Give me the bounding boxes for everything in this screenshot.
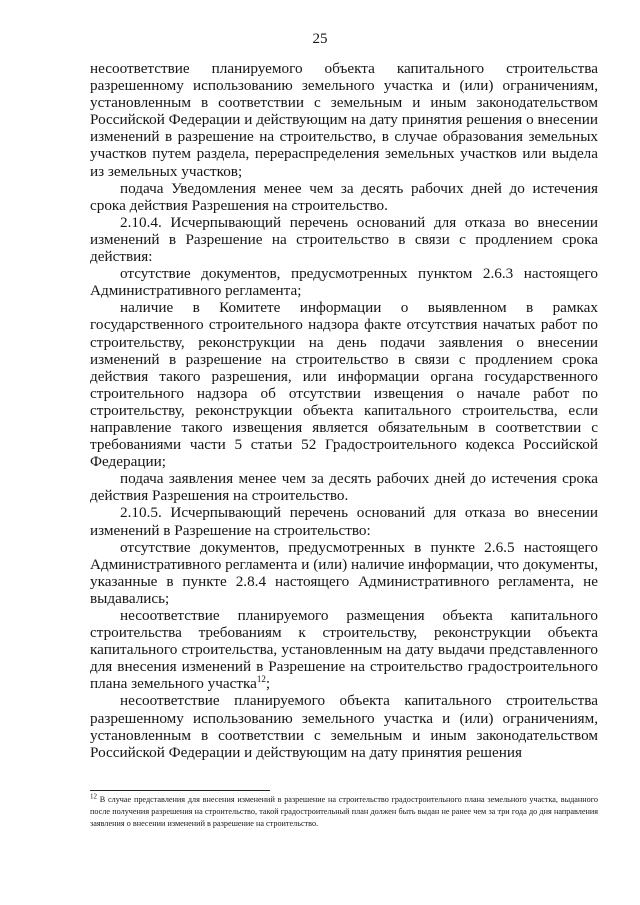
- paragraph: несоответствие планируемого объекта капитального строительства разрешенному использованию земельного участка и (или) ограничениям, установленным в соответствии с земельным и иным законодательством Российской Федерации и действующим на дату принятия решения: [90, 692, 598, 761]
- paragraph-text: несоответствие планируемого размещения объекта капитального строительства требованиям к строительству, реконструкции объекта капитального строительства, установленным на дату выдачи представленного для внесения изменений в Разрешение на строительство градостроительного плана земельного участка: [90, 607, 598, 693]
- section-2-10-5: 2.10.5. Исчерпывающий перечень оснований для отказа во внесении изменений в Разрешение на строительство:: [90, 504, 598, 539]
- paragraph: отсутствие документов, предусмотренных пунктом 2.6.3 настоящего Административного регламента;: [90, 265, 598, 300]
- paragraph: подача Уведомления менее чем за десять рабочих дней до истечения срока действия Разрешения на строительство.: [90, 179, 598, 214]
- footnote-text: В случае представления для внесения изменений в разрешение на строительство градостроительного плана земельного участка, выданного после получения разрешения на строительство, такой градостроительный план должен быть выдан не ранее чем за три года до дня направления заявления о внесении изменений в разрешение на строительство.: [90, 795, 598, 828]
- paragraph: наличие в Комитете информации о выявленном в рамках государственного строительного надзора факте отсутствия начатых работ по строительству, реконструкции на день подачи заявления о внесении изменений в разрешение на строительство в связи с продлением срока действия такого разрешения, или информации органа государственного строительного надзора об отсутствии извещения о начале работ по строительству, реконструкции объекта капитального строительства, если направление такого извещения является обязательным в соответствии с требованиями части 5 статьи 52 Градостроительного кодекса Российской Федерации;: [90, 299, 598, 471]
- body-text: [90, 60, 598, 761]
- paragraph-with-footnote: [90, 607, 598, 692]
- section-2-10-4: 2.10.4. Исчерпывающий перечень оснований для отказа во внесении изменений в Разрешение на строительство в связи с продлением срока действия:: [90, 213, 598, 266]
- footnote: [90, 794, 598, 830]
- page-number: 25: [312, 31, 328, 47]
- paragraph: отсутствие документов, предусмотренных в пункте 2.6.5 настоящего Административного регламента и (или) наличие информации, что документы, указанные в пункте 2.8.4 настоящего Административного регламента, не выдавались;: [90, 538, 598, 607]
- footnote-reference[interactable]: 12: [256, 674, 266, 685]
- paragraph-continuation: несоответствие планируемого объекта капитального строительства разрешенному использованию земельного участка и (или) ограничениям, установленным в соответствии с земельным и иным законодательством Российской Федерации и действующим на дату принятия решения о внесении изменений в разрешение на строительство, в случае образования земельных участков путем раздела, перераспределения земельных участков или выдела из земельных участков;: [90, 60, 598, 180]
- paragraph: подача заявления менее чем за десять рабочих дней до истечения срока действия Разрешения на строительство.: [90, 470, 598, 505]
- paragraph-suffix: ;: [265, 675, 271, 693]
- footnote-divider: [90, 790, 270, 791]
- footnote-number: 12: [90, 792, 97, 801]
